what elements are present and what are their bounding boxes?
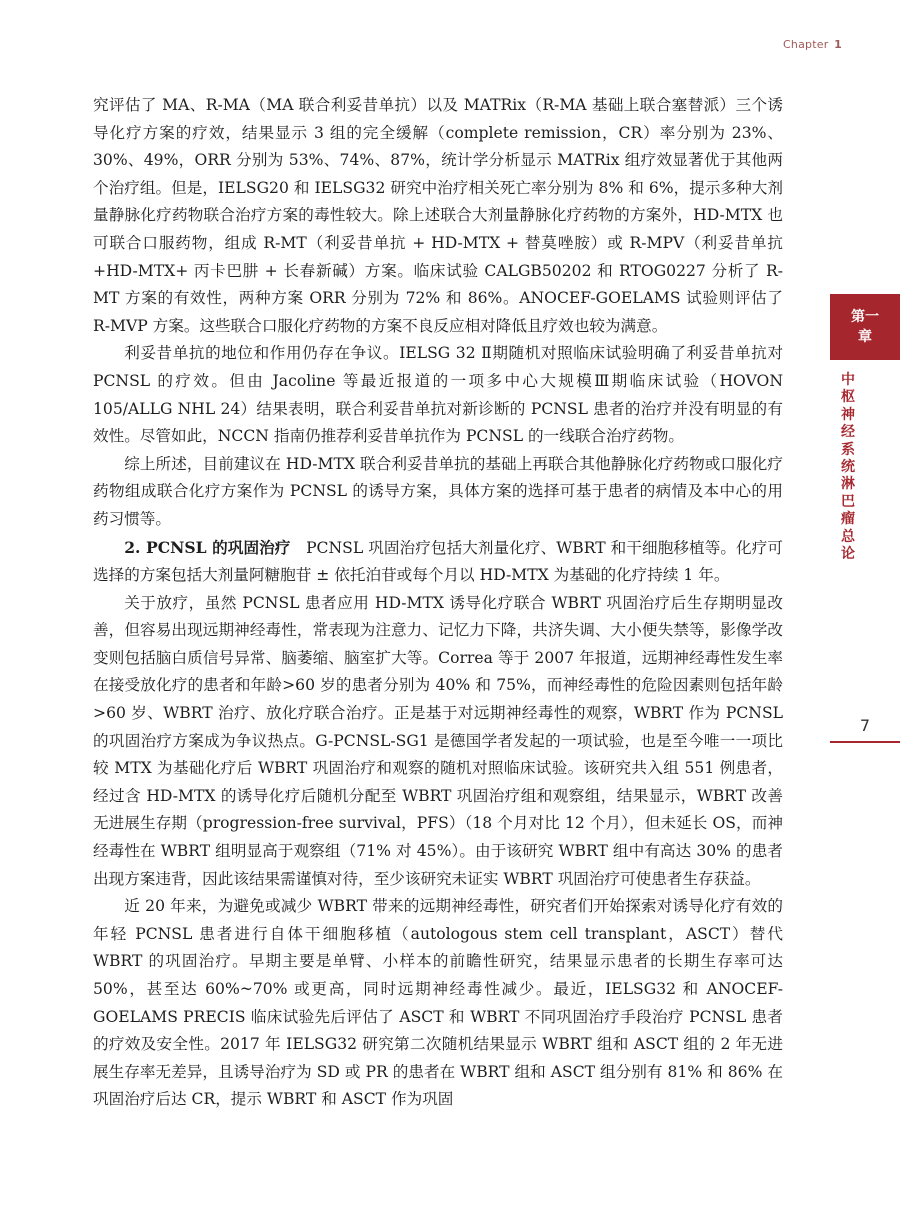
- paragraph: 近 20 年来，为避免或减少 WBRT 带来的远期神经毒性，研究者们开始探索对诱导化疗有效的年轻 PCNSL 患者进行自体干细胞移植（autologous stem cell transplant，ASCT）替代 WBRT 的巩固治疗。早期主要是单臂、小样本的前瞻性研究，结果显示患者的长期生存率可达 50%，甚至达 60%~70% 或更高，同时远期神经毒性减少。最近，IELSG32 和 ANOCEF-GOELAMS PRECIS 临床试验先后评估了 ASCT 和 WBRT 不同巩固治疗手段治疗 PCNSL 患者的疗效及安全性。2017 年 IELSG32 研究第二次随机结果显示 WBRT 组和 ASCT 组的 2 年无进展生存率无差异，且诱导治疗为 SD 或 PR 的患者在 WBRT 组和 ASCT 组分别有 81% 和 86% 在巩固治疗后达 CR，提示 WBRT 和 ASCT 作为巩固: [93, 897, 783, 1109]
- title-char: 枢: [841, 389, 855, 406]
- title-char: 总: [841, 528, 855, 545]
- title-char: 论: [841, 546, 855, 563]
- paragraph: 关于放疗，虽然 PCNSL 患者应用 HD-MTX 诱导化疗联合 WBRT 巩固治疗后生存期明显改善，但容易出现远期神经毒性，常表现为注意力、记忆力下降，共济失调、大小便失禁等，影像学改变则包括脑白质信号异常、脑萎缩、脑室扩大等。Correa 等于 2007 年报道，远期神经毒性发生率在接受放化疗的患者和年龄>60 岁的患者分别为 40% 和 75%，而神经毒性的危险因素则包括年龄>60 岁、WBRT 治疗、放化疗联合治疗。正是基于对远期神经毒性的观察，WBRT 作为 PCNSL 的巩固治疗方案成为争议热点。G-PCNSL-SG1 是德国学者发起的一项试验，也是至今唯一一项比较 MTX 为基础化疗后 WBRT 巩固治疗和观察的随机对照临床试验。该研究共入组 551 例患者，经过含 HD-MTX 的诱导化疗后随机分配至 WBRT 巩固治疗组和观察组，结果显示，WBRT 改善无进展生存期（progression-free survival，PFS）（18 个月对比 12 个月），但未延长 OS，而神经毒性在 WBRT 组明显高于观察组（71% 对 45%）。由于该研究 WBRT 组中有高达 30% 的患者出现方案违背，因此该结果需谨慎对待，至少该研究未证实 WBRT 巩固治疗可使患者生存获益。: [93, 593, 783, 888]
- title-char: 巴: [841, 493, 855, 510]
- paragraph: 综上所述，目前建议在 HD-MTX 联合利妥昔单抗的基础上再联合其他静脉化疗药物或口服化疗药物组成联合化疗方案作为 PCNSL 的诱导方案，具体方案的选择可基于患者的病情及本中心的用药习惯等。: [93, 454, 783, 528]
- running-header: [783, 38, 842, 51]
- chapter-title-vertical: [838, 372, 858, 563]
- chapter-word: Chapter: [783, 38, 829, 51]
- title-char: 淋: [841, 476, 855, 493]
- body-text: [93, 92, 783, 1114]
- paragraph: 利妥昔单抗的地位和作用仍存在争议。IELSG 32 Ⅱ期随机对照临床试验明确了利妥昔单抗对 PCNSL 的疗效。但由 Jacoline 等最近报道的一项多中心大规模Ⅲ期临床试验（HOVON 105/ALLG NHL 24）结果表明，联合利妥昔单抗对新诊断的 PCNSL 患者的治疗并没有明显的有效性。尽管如此，NCCN 指南仍推荐利妥昔单抗作为 PCNSL 的一线联合治疗药物。: [93, 344, 783, 446]
- paragraph-text: PCNSL 巩固治疗包括大剂量化疗、WBRT 和干细胞移植等。化疗可选择的方案包括大剂量阿糖胞苷 ± 依托泊苷或每个月以 HD-MTX 为基础的化疗持续 1 年。: [93, 538, 783, 585]
- chapter-tab-line1: 第一: [851, 309, 879, 325]
- title-char: 瘤: [841, 511, 855, 528]
- chapter-tab: [830, 294, 900, 360]
- chapter-number: 1: [834, 38, 842, 51]
- title-char: 系: [841, 441, 855, 458]
- paragraph: [93, 534, 783, 590]
- title-char: 中: [841, 372, 855, 388]
- section-heading: 2. PCNSL 的巩固治疗: [124, 537, 291, 557]
- title-char: 经: [841, 424, 855, 441]
- paragraph: 究评估了 MA、R-MA（MA 联合利妥昔单抗）以及 MATRix（R-MA 基础上联合塞替派）三个诱导化疗方案的疗效，结果显示 3 组的完全缓解（complete remission，CR）率分别为 23%、30%、49%，ORR 分别为 53%、74%、87%，统计学分析显示 MATRix 组疗效显著优于其他两个治疗组。但是，IELSG20 和 IELSG32 研究中治疗相关死亡率分别为 8% 和 6%，提示多种大剂量静脉化疗药物联合治疗方案的毒性较大。除上述联合大剂量静脉化疗药物的方案外，HD-MTX 也可联合口服药物，组成 R-MT（利妥昔单抗 + HD-MTX + 替莫唑胺）或 R-MPV（利妥昔单抗 +HD-MTX+ 丙卡巴肼 + 长春新碱）方案。临床试验 CALGB50202 和 RTOG0227 分析了 R-MT 方案的有效性，两种方案 ORR 分别为 72% 和 86%。ANOCEF-GOELAMS 试验则评估了 R-MVP 方案。这些联合口服化疗药物的方案不良反应相对降低且疗效也较为满意。: [93, 96, 783, 335]
- title-char: 神: [841, 406, 855, 423]
- page-number: 7: [859, 716, 871, 735]
- title-char: 统: [841, 459, 855, 476]
- page-number-rule: [830, 741, 900, 743]
- chapter-tab-line2: 章: [858, 329, 872, 345]
